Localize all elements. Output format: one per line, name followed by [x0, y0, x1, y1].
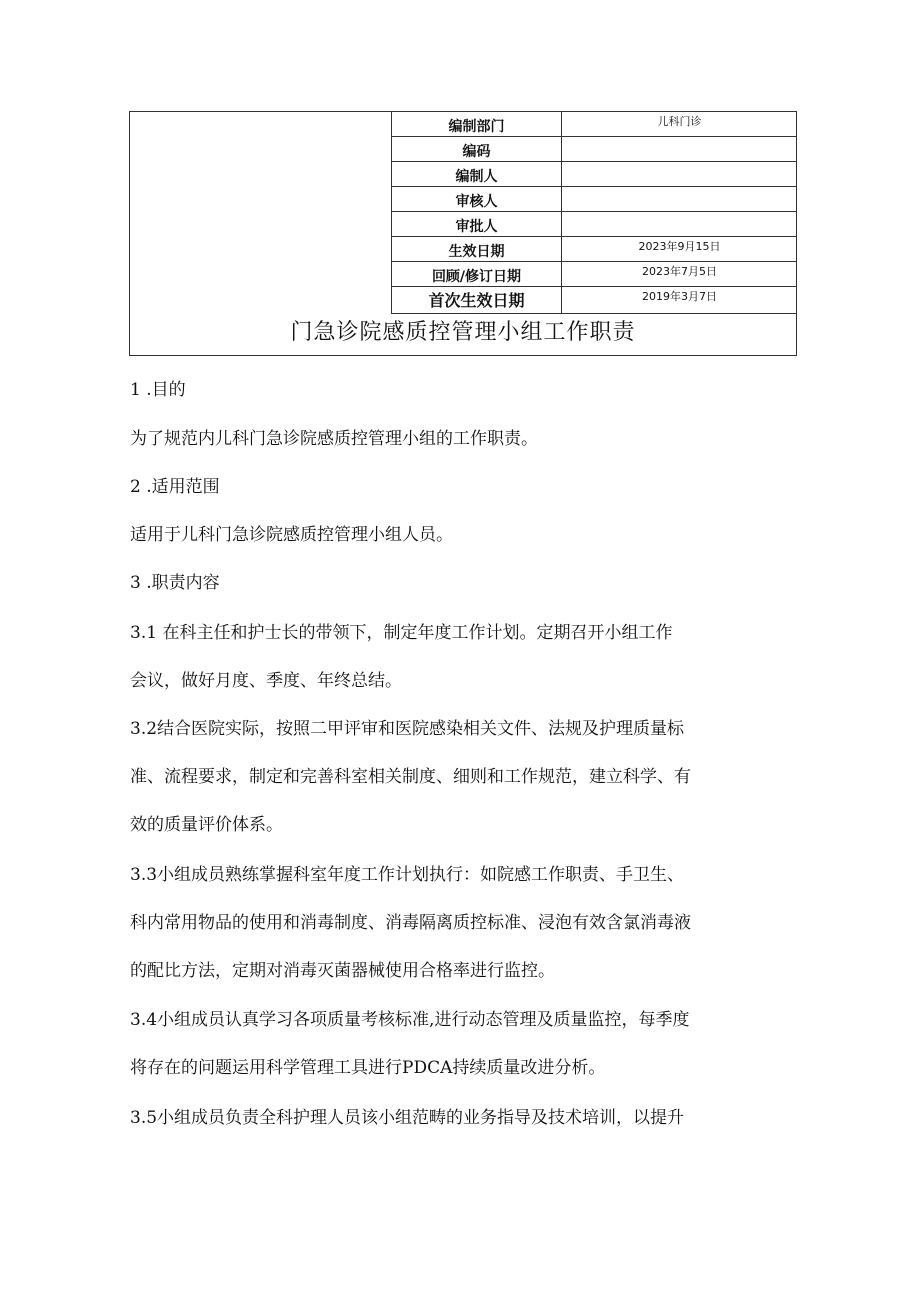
paragraph-3-1-line: 会议，做好月度、季度、年终总结。: [130, 671, 402, 691]
meta-label: 回顾/修订日期: [392, 262, 562, 286]
section-1-heading: 1 .目的: [130, 380, 186, 400]
meta-value: 2019年3月7日: [642, 290, 717, 303]
meta-row-effective-date: [392, 237, 797, 262]
meta-value: [562, 137, 797, 161]
meta-row-approver: [392, 212, 797, 237]
paragraph-3-4-line: 将存在的问题运用科学管理工具进行PDCA持续质量改进分析。: [130, 1058, 606, 1078]
meta-value: 2023年9月15日: [638, 240, 721, 253]
meta-row-reviewer: [392, 187, 797, 212]
section-1-text: 为了规范内儿科门急诊院感质控管理小组的工作职责。: [130, 429, 538, 449]
meta-label: 编制人: [392, 162, 562, 186]
meta-label: 编码: [392, 137, 562, 161]
meta-label: 编制部门: [392, 112, 562, 136]
meta-value: [562, 212, 797, 236]
logo-cell: [130, 112, 392, 314]
section-3-heading: 3 .职责内容: [130, 573, 220, 593]
paragraph-3-2-line: 效的质量评价体系。: [130, 815, 283, 835]
meta-value: 儿科门诊: [657, 115, 702, 128]
document-header-table: [129, 111, 797, 356]
meta-row-author: [392, 162, 797, 187]
paragraph-3-2-line: 3.2结合医院实际，按照二甲评审和医院感染相关文件、法规及护理质量标: [130, 719, 685, 739]
paragraph-3-4-line: 3.4小组成员认真学习各项质量考核标准,进行动态管理及质量监控，每季度: [130, 1010, 690, 1030]
meta-label: 审核人: [392, 187, 562, 211]
document-title: 门急诊院感质控管理小组工作职责: [290, 320, 636, 345]
meta-row-code: [392, 137, 797, 162]
meta-value: [562, 162, 797, 186]
paragraph-3-3-line: 科内常用物品的使用和消毒制度、消毒隔离质控标准、浸泡有效含氯消毒液: [130, 913, 691, 933]
paragraph-3-3-line: 的配比方法，定期对消毒灭菌器械使用合格率进行监控。: [130, 961, 555, 981]
meta-value: [562, 187, 797, 211]
paragraph-3-1-line: 3.1 在科主任和护士长的带领下，制定年度工作计划。定期召开小组工作: [130, 623, 673, 643]
paragraph-3-5-line: 3.5小组成员负责全科护理人员该小组范畴的业务指导及技术培训，以提升: [130, 1108, 685, 1128]
section-2-heading: 2 .适用范围: [130, 477, 220, 497]
meta-label: 首次生效日期: [392, 287, 562, 313]
meta-label: 生效日期: [392, 237, 562, 261]
meta-label: 审批人: [392, 212, 562, 236]
section-2-text: 适用于儿科门急诊院感质控管理小组人员。: [130, 525, 453, 545]
paragraph-3-2-line: 准、流程要求，制定和完善科室相关制度、细则和工作规范，建立科学、有: [130, 767, 691, 787]
meta-row-first-effective-date: [392, 287, 797, 314]
paragraph-3-3-line: 3.3小组成员熟练掌握科室年度工作计划执行：如院感工作职责、手卫生、: [130, 865, 685, 885]
meta-row-revision-date: [392, 262, 797, 287]
meta-value: 2023年7月5日: [642, 265, 717, 278]
meta-row-department: [392, 112, 797, 137]
